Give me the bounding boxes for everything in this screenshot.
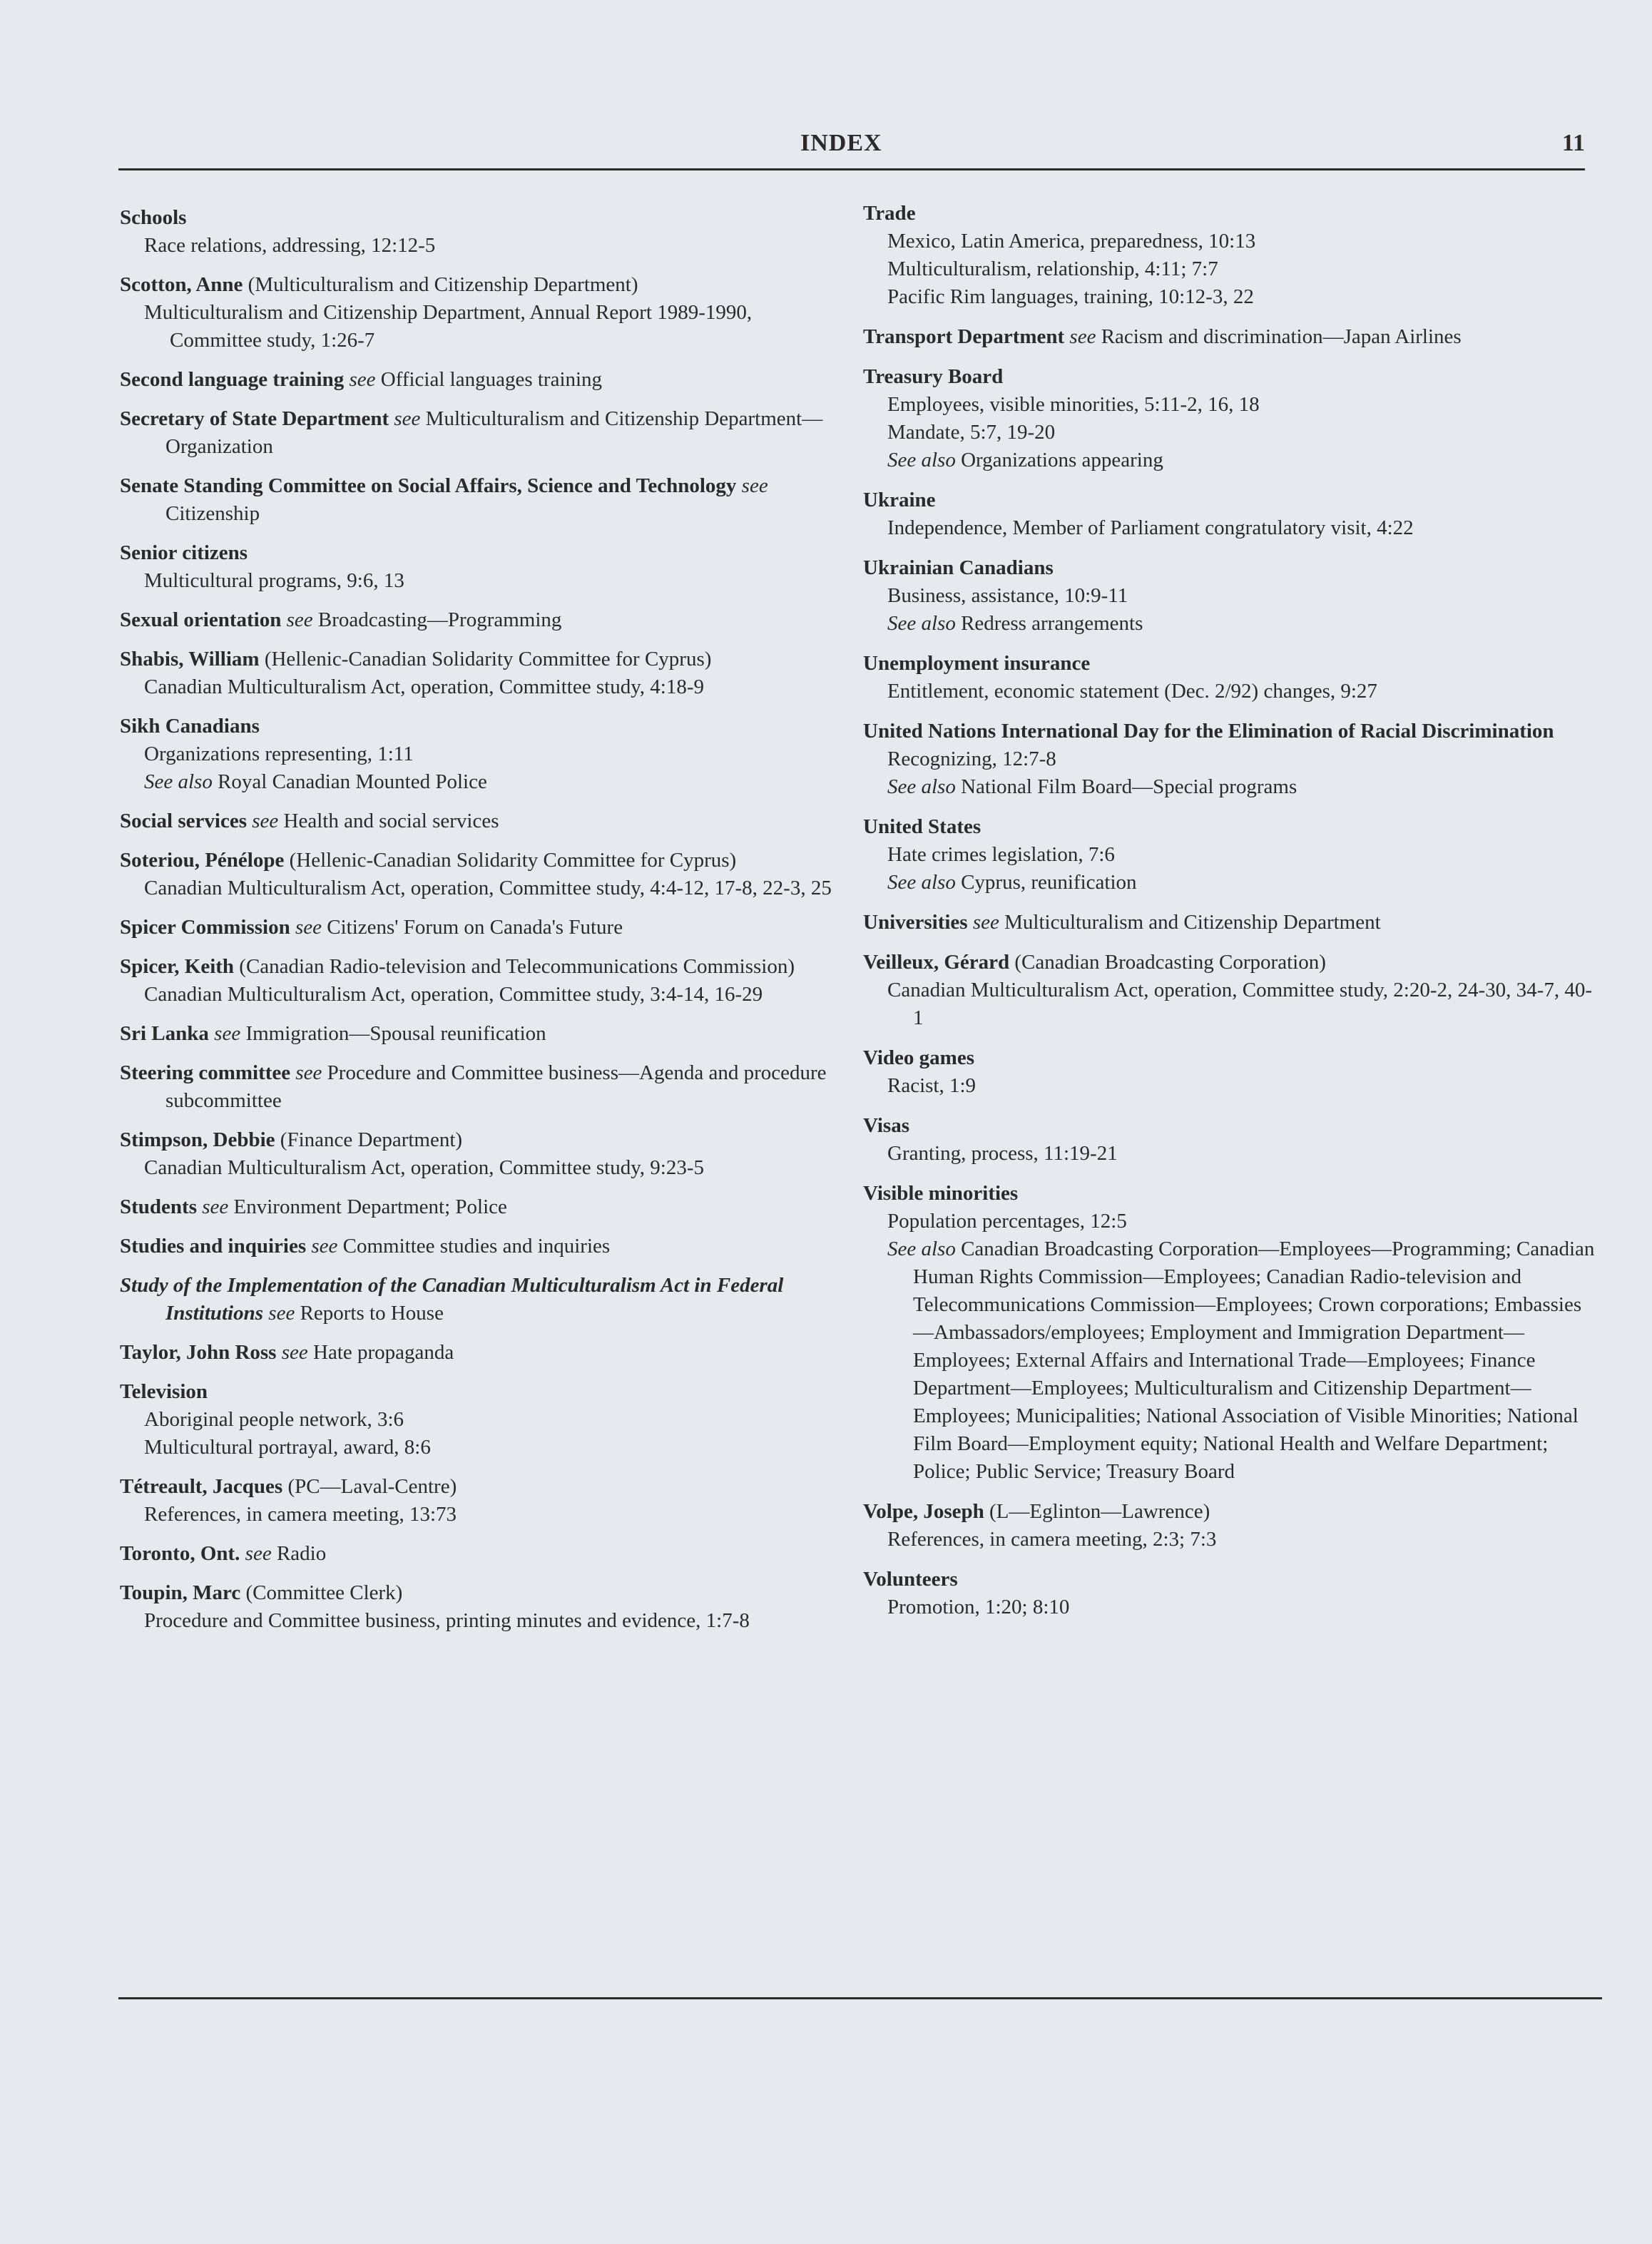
heading-note: (Canadian Broadcasting Corporation) <box>1009 951 1326 974</box>
index-entry <box>120 1579 833 1635</box>
see-label: see <box>394 407 421 430</box>
index-entry <box>120 847 833 902</box>
heading-text: Unemployment insurance <box>863 652 1091 675</box>
see-also <box>863 610 1602 638</box>
entry-heading <box>863 1180 1602 1208</box>
see-also <box>863 773 1602 801</box>
index-entry <box>120 1272 833 1327</box>
index-entry <box>863 486 1602 542</box>
entry-heading <box>120 1233 833 1260</box>
see-also-label: See also <box>887 612 956 635</box>
heading-text: Volpe, Joseph <box>863 1500 984 1523</box>
see-target: Official languages training <box>380 368 603 391</box>
heading-text: Universities <box>863 911 968 934</box>
entry-heading <box>120 204 833 232</box>
entry-heading <box>863 718 1602 745</box>
entry-heading <box>863 1112 1602 1140</box>
sub-entry: Mandate, 5:7, 19-20 <box>887 421 1056 444</box>
entry-heading <box>120 1126 833 1154</box>
heading-text: Ukrainian Canadians <box>863 556 1054 579</box>
heading-text: Veilleux, Gérard <box>863 951 1010 974</box>
header-rule <box>118 168 1585 170</box>
see-target: Hate propaganda <box>313 1341 454 1364</box>
see-also-label: See also <box>887 1238 956 1260</box>
heading-text: Schools <box>120 206 187 229</box>
heading-text: Stimpson, Debbie <box>120 1128 275 1151</box>
index-entry <box>863 949 1602 1032</box>
entry-heading <box>120 1540 833 1568</box>
heading-text: Toupin, Marc <box>120 1581 241 1604</box>
see-label: see <box>214 1022 241 1045</box>
sub-entry: Business, assistance, 10:9-11 <box>887 584 1128 607</box>
entry-heading <box>863 200 1602 228</box>
heading-text: Taylor, John Ross <box>120 1341 277 1364</box>
entry-heading <box>120 366 833 394</box>
entry-heading <box>120 847 833 874</box>
see-target: Health and social services <box>283 810 499 832</box>
see-label: see <box>349 368 376 391</box>
sub-entry: Multiculturalism, relationship, 4:11; 7:7 <box>887 257 1218 280</box>
see-target: Multiculturalism and Citizenship Department <box>1004 911 1381 934</box>
page-title: INDEX <box>800 130 882 156</box>
entry-heading <box>120 1193 833 1221</box>
see-label: see <box>268 1302 295 1325</box>
sub-entry: Aboriginal people network, 3:6 <box>144 1408 404 1431</box>
heading-text: Treasury Board <box>863 365 1004 388</box>
see-target: Procedure and Committee business—Agenda and procedure subcommittee <box>165 1061 827 1112</box>
see-label: see <box>295 916 322 939</box>
sub-entry: Canadian Multiculturalism Act, operation, Committee study, 2:20-2, 24-30, 34-7, 40-1 <box>887 979 1592 1029</box>
sub-entry: Canadian Multiculturalism Act, operation, Committee study, 9:23-5 <box>144 1156 705 1179</box>
see-target: Reports to House <box>300 1302 444 1325</box>
heading-note: (Canadian Radio-television and Telecommunications Commission) <box>234 955 795 978</box>
index-entry <box>120 713 833 796</box>
sub-entry: Employees, visible minorities, 5:11-2, 16, 18 <box>887 393 1260 416</box>
sub-entry: Mexico, Latin America, preparedness, 10:13 <box>887 230 1256 253</box>
see-also-label: See also <box>887 871 956 894</box>
entry-heading <box>120 807 833 835</box>
heading-text: Study of the Implementation of the Canadian Multiculturalism Act in Federal Institutions <box>120 1274 784 1325</box>
heading-text: Volunteers <box>863 1568 958 1591</box>
sub-entry: Entitlement, economic statement (Dec. 2/92) changes, 9:27 <box>887 680 1377 703</box>
sub-entry: Canadian Multiculturalism Act, operation, Committee study, 3:4-14, 16-29 <box>144 983 763 1006</box>
entry-heading <box>120 1579 833 1607</box>
see-target: Radio <box>276 1542 327 1565</box>
heading-text: Toronto, Ont. <box>120 1542 240 1565</box>
see-also-target: Redress arrangements <box>961 612 1143 635</box>
sub-entry: Multicultural portrayal, award, 8:6 <box>144 1436 431 1459</box>
index-entry <box>120 1126 833 1182</box>
sub-entry: Pacific Rim languages, training, 10:12-3, 22 <box>887 285 1254 308</box>
sub-entry: Race relations, addressing, 12:12-5 <box>144 234 436 257</box>
heading-text: Senate Standing Committee on Social Affairs, Science and Technology <box>120 474 737 497</box>
index-entry <box>120 204 833 260</box>
index-entry <box>863 1566 1602 1621</box>
see-target: Racism and discrimination—Japan Airlines <box>1101 325 1462 348</box>
index-entry <box>120 646 833 701</box>
index-entry <box>120 472 833 528</box>
sub-entry: Canadian Multiculturalism Act, operation, Committee study, 4:18-9 <box>144 675 705 698</box>
entry-heading <box>120 713 833 740</box>
index-entry <box>863 909 1602 937</box>
sub-entry: Procedure and Committee business, printing minutes and evidence, 1:7-8 <box>144 1609 750 1632</box>
index-entry <box>863 1044 1602 1100</box>
entry-heading <box>863 650 1602 678</box>
heading-text: Social services <box>120 810 247 832</box>
index-column-left <box>120 204 833 1646</box>
index-entry <box>120 1473 833 1529</box>
index-column-right <box>863 200 1602 1633</box>
entry-heading <box>120 606 833 634</box>
see-also-label: See also <box>887 775 956 798</box>
see-also-target: Organizations appearing <box>961 449 1163 471</box>
entry-heading <box>863 1498 1602 1526</box>
index-entry <box>120 1193 833 1221</box>
index-entry <box>863 813 1602 897</box>
index-entry <box>120 1020 833 1048</box>
entry-heading <box>863 909 1602 937</box>
see-target: Citizenship <box>165 502 260 525</box>
sub-entry: Canadian Multiculturalism Act, operation, Committee study, 4:4-12, 17-8, 22-3, 25 <box>144 877 832 899</box>
index-entry <box>120 1059 833 1115</box>
sub-entry: Hate crimes legislation, 7:6 <box>887 843 1115 866</box>
index-entry <box>863 363 1602 474</box>
see-label: see <box>1069 325 1096 348</box>
entry-heading <box>120 953 833 981</box>
sub-entry: Organizations representing, 1:11 <box>144 743 414 765</box>
see-label: see <box>281 1341 308 1364</box>
entry-heading <box>120 646 833 673</box>
index-entry <box>863 200 1602 311</box>
see-also-label: See also <box>887 449 956 471</box>
sub-entry: Multicultural programs, 9:6, 13 <box>144 569 404 592</box>
see-target: Environment Department; Police <box>233 1195 507 1218</box>
index-entry <box>863 1498 1602 1554</box>
heading-note: (Committee Clerk) <box>240 1581 403 1604</box>
heading-text: Spicer, Keith <box>120 955 235 978</box>
sub-entry: Recognizing, 12:7-8 <box>887 748 1056 770</box>
index-entry <box>120 539 833 595</box>
see-also <box>863 869 1602 897</box>
see-label: see <box>286 608 313 631</box>
see-label: see <box>311 1235 338 1258</box>
index-entry <box>863 323 1602 351</box>
heading-text: Transport Department <box>863 325 1065 348</box>
footer-rule <box>118 1997 1602 1999</box>
entry-heading <box>120 914 833 942</box>
index-entry <box>120 366 833 394</box>
entry-heading <box>120 1272 833 1327</box>
index-entry <box>120 914 833 942</box>
see-label: see <box>741 474 768 497</box>
index-entry <box>863 554 1602 638</box>
heading-text: Sexual orientation <box>120 608 282 631</box>
heading-text: Visas <box>863 1114 909 1137</box>
see-also-target: Cyprus, reunification <box>961 871 1137 894</box>
see-label: see <box>972 911 999 934</box>
entry-heading <box>120 1378 833 1406</box>
sub-entry: Independence, Member of Parliament congratulatory visit, 4:22 <box>887 516 1414 539</box>
index-entry <box>120 807 833 835</box>
index-entry <box>120 1233 833 1260</box>
index-entry <box>863 718 1602 801</box>
see-also-label: See also <box>144 770 213 793</box>
entry-heading <box>120 1473 833 1501</box>
heading-text: Sri Lanka <box>120 1022 209 1045</box>
heading-text: Second language training <box>120 368 345 391</box>
heading-note: (Hellenic-Canadian Solidarity Committee for Cyprus) <box>259 648 712 670</box>
heading-note: (Finance Department) <box>275 1128 463 1151</box>
heading-text: Soteriou, Pénélope <box>120 849 285 872</box>
entry-heading <box>120 1339 833 1367</box>
see-also-target: Royal Canadian Mounted Police <box>218 770 487 793</box>
heading-text: Studies and inquiries <box>120 1235 307 1258</box>
index-entry <box>120 1339 833 1367</box>
heading-text: Visible minorities <box>863 1182 1019 1205</box>
heading-text: Students <box>120 1195 197 1218</box>
see-label: see <box>252 810 279 832</box>
heading-text: Tétreault, Jacques <box>120 1475 283 1498</box>
see-label: see <box>295 1061 322 1084</box>
sub-entry: Racist, 1:9 <box>887 1074 977 1097</box>
see-also <box>863 447 1602 474</box>
heading-note: (PC—Laval-Centre) <box>282 1475 457 1498</box>
heading-text: United States <box>863 815 981 838</box>
heading-text: Spicer Commission <box>120 916 290 939</box>
entry-heading <box>863 949 1602 976</box>
see-also <box>863 1235 1602 1486</box>
see-also-target: Canadian Broadcasting Corporation—Employees—Programming; Canadian Human Rights Commission—Employees; Canadian Radio-television and Telecommunications Commission—Employees; Crown corporations; Embassies—Ambassadors/employees; Employment and Immigration Department—Employees; External Affairs and International Trade—Employees; Finance Department—Employees; Multiculturalism and Citizenship Department—Employees; Municipalities; National Association of Visible Minorities; National Film Board—Employment equity; National Health and Welfare Department; Police; Public Service; Treasury Board <box>913 1238 1595 1483</box>
heading-text: Senior citizens <box>120 541 248 564</box>
sub-entry: Population percentages, 12:5 <box>887 1210 1127 1233</box>
entry-heading <box>863 813 1602 841</box>
heading-text: Shabis, William <box>120 648 260 670</box>
heading-note: (L—Eglinton—Lawrence) <box>984 1500 1210 1523</box>
sub-entry: Granting, process, 11:19-21 <box>887 1142 1118 1165</box>
entry-heading <box>120 472 833 528</box>
see-target: Committee studies and inquiries <box>342 1235 611 1258</box>
entry-heading <box>120 539 833 567</box>
see-also <box>120 768 833 796</box>
see-target: Broadcasting—Programming <box>317 608 562 631</box>
entry-heading <box>863 554 1602 582</box>
sub-entry: Promotion, 1:20; 8:10 <box>887 1596 1070 1618</box>
entry-heading <box>863 323 1602 351</box>
heading-text: Ukraine <box>863 489 936 511</box>
heading-text: Television <box>120 1380 208 1403</box>
see-target: Multiculturalism and Citizenship Department—Organization <box>165 407 823 458</box>
index-entry <box>120 405 833 461</box>
entry-heading <box>863 1044 1602 1072</box>
index-entry <box>863 650 1602 705</box>
heading-text: Secretary of State Department <box>120 407 389 430</box>
heading-text: Scotton, Anne <box>120 273 243 296</box>
sub-entry: References, in camera meeting, 2:3; 7:3 <box>887 1528 1217 1551</box>
see-target: Citizens' Forum on Canada's Future <box>327 916 623 939</box>
page-number: 11 <box>1561 130 1585 156</box>
entry-heading <box>863 486 1602 514</box>
entry-heading <box>120 271 833 299</box>
entry-heading <box>120 1020 833 1048</box>
heading-text: Sikh Canadians <box>120 715 260 738</box>
index-entry <box>120 1540 833 1568</box>
index-entry <box>120 606 833 634</box>
sub-entry: References, in camera meeting, 13:73 <box>144 1503 457 1526</box>
entry-heading <box>863 363 1602 391</box>
index-entry <box>863 1112 1602 1168</box>
page-header <box>118 126 1585 168</box>
see-target: Immigration—Spousal reunification <box>245 1022 546 1045</box>
heading-text: Video games <box>863 1046 974 1069</box>
heading-note: (Multiculturalism and Citizenship Department) <box>243 273 638 296</box>
entry-heading <box>120 405 833 461</box>
index-entry <box>120 1378 833 1462</box>
entry-heading <box>863 1566 1602 1593</box>
index-entry <box>120 271 833 355</box>
heading-text: United Nations International Day for the Elimination of Racial Discrimination <box>863 720 1554 743</box>
heading-note: (Hellenic-Canadian Solidarity Committee for Cyprus) <box>284 849 737 872</box>
see-label: see <box>202 1195 229 1218</box>
entry-heading <box>120 1059 833 1115</box>
index-entry <box>863 1180 1602 1486</box>
see-label: see <box>245 1542 272 1565</box>
see-also-target: National Film Board—Special programs <box>961 775 1297 798</box>
heading-text: Trade <box>863 202 916 225</box>
sub-entry: Multiculturalism and Citizenship Department, Annual Report 1989-1990, Committee study, 1:26-7 <box>144 301 753 352</box>
index-entry <box>120 953 833 1009</box>
heading-text: Steering committee <box>120 1061 291 1084</box>
